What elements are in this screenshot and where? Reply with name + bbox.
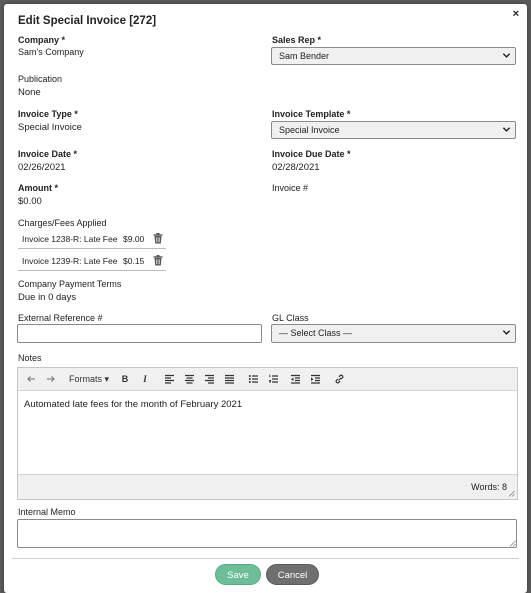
invoice-template-label: Invoice Template * <box>272 109 351 119</box>
save-button[interactable]: Save <box>215 564 261 585</box>
amount-value: $0.00 <box>18 196 42 207</box>
list-item <box>18 253 166 271</box>
notes-label: Notes <box>18 353 42 363</box>
publication-label: Publication <box>18 74 63 84</box>
chevron-down-icon <box>502 328 511 337</box>
charge-amount: $9.00 <box>123 234 145 244</box>
editor-statusbar <box>18 474 517 499</box>
redo-icon[interactable] <box>46 373 56 385</box>
invoice-due-date-label: Invoice Due Date * <box>272 149 351 159</box>
internal-memo-label: Internal Memo <box>18 507 76 517</box>
close-icon[interactable]: × <box>512 8 519 20</box>
trash-icon[interactable] <box>153 255 163 266</box>
invoice-number-label: Invoice # <box>272 183 309 193</box>
publication-value: None <box>18 87 41 98</box>
invoice-due-date-value[interactable]: 02/28/2021 <box>272 162 320 173</box>
align-justify-icon[interactable] <box>224 373 235 385</box>
undo-icon[interactable] <box>26 373 36 385</box>
edit-invoice-dialog <box>4 4 527 593</box>
trash-icon[interactable] <box>153 233 163 244</box>
align-left-icon[interactable] <box>164 373 175 385</box>
payment-terms-value: Due in 0 days <box>18 292 77 303</box>
align-center-icon[interactable] <box>184 373 195 385</box>
list-item <box>18 231 166 249</box>
indent-icon[interactable] <box>310 373 321 385</box>
invoice-type-label: Invoice Type * <box>18 109 78 119</box>
internal-memo-input[interactable] <box>17 519 517 548</box>
footer-divider <box>12 558 519 559</box>
numbered-list-icon[interactable] <box>268 373 279 385</box>
italic-icon[interactable]: I <box>143 374 147 384</box>
resize-grip-icon[interactable] <box>508 490 515 497</box>
dialog-title: Edit Special Invoice [272] <box>18 15 157 27</box>
external-ref-label: External Reference # <box>18 313 103 323</box>
chevron-down-icon <box>502 125 511 134</box>
sales-rep-label: Sales Rep * <box>272 35 322 45</box>
charge-name: Invoice 1239-R: Late Fee <box>22 256 118 266</box>
charge-amount: $0.15 <box>123 256 145 266</box>
invoice-template-value: Special Invoice <box>279 125 340 135</box>
company-label: Company * <box>18 35 66 45</box>
bold-icon[interactable]: B <box>121 374 129 384</box>
cancel-button[interactable]: Cancel <box>266 564 319 585</box>
notes-editor <box>17 367 518 500</box>
company-value: Sam's Company <box>18 47 84 57</box>
charges-label: Charges/Fees Applied <box>18 218 107 228</box>
invoice-date-label: Invoice Date * <box>18 149 78 159</box>
editor-toolbar <box>18 368 517 391</box>
gl-class-label: GL Class <box>272 313 309 323</box>
invoice-template-select[interactable] <box>271 121 516 139</box>
charge-name: Invoice 1238-R: Late Fee <box>22 234 118 244</box>
sales-rep-value: Sam Bender <box>279 51 330 61</box>
link-icon[interactable] <box>334 373 345 385</box>
sales-rep-select[interactable] <box>271 47 516 65</box>
gl-class-value: — Select Class — <box>279 328 353 338</box>
external-ref-input[interactable] <box>17 324 262 343</box>
outdent-icon[interactable] <box>290 373 301 385</box>
align-right-icon[interactable] <box>204 373 215 385</box>
bullet-list-icon[interactable] <box>248 373 259 385</box>
chevron-down-icon <box>502 51 511 60</box>
invoice-date-value[interactable]: 02/26/2021 <box>18 162 66 173</box>
formats-dropdown[interactable]: Formats ▾ <box>68 374 110 384</box>
amount-label: Amount * <box>18 183 58 193</box>
notes-content[interactable]: Automated late fees for the month of February 2021 <box>24 399 243 410</box>
invoice-type-value: Special Invoice <box>18 122 82 133</box>
gl-class-select[interactable] <box>271 324 516 343</box>
resize-grip-icon[interactable] <box>509 540 516 547</box>
payment-terms-label: Company Payment Terms <box>18 279 122 289</box>
word-count: Words: 8 <box>471 482 507 492</box>
